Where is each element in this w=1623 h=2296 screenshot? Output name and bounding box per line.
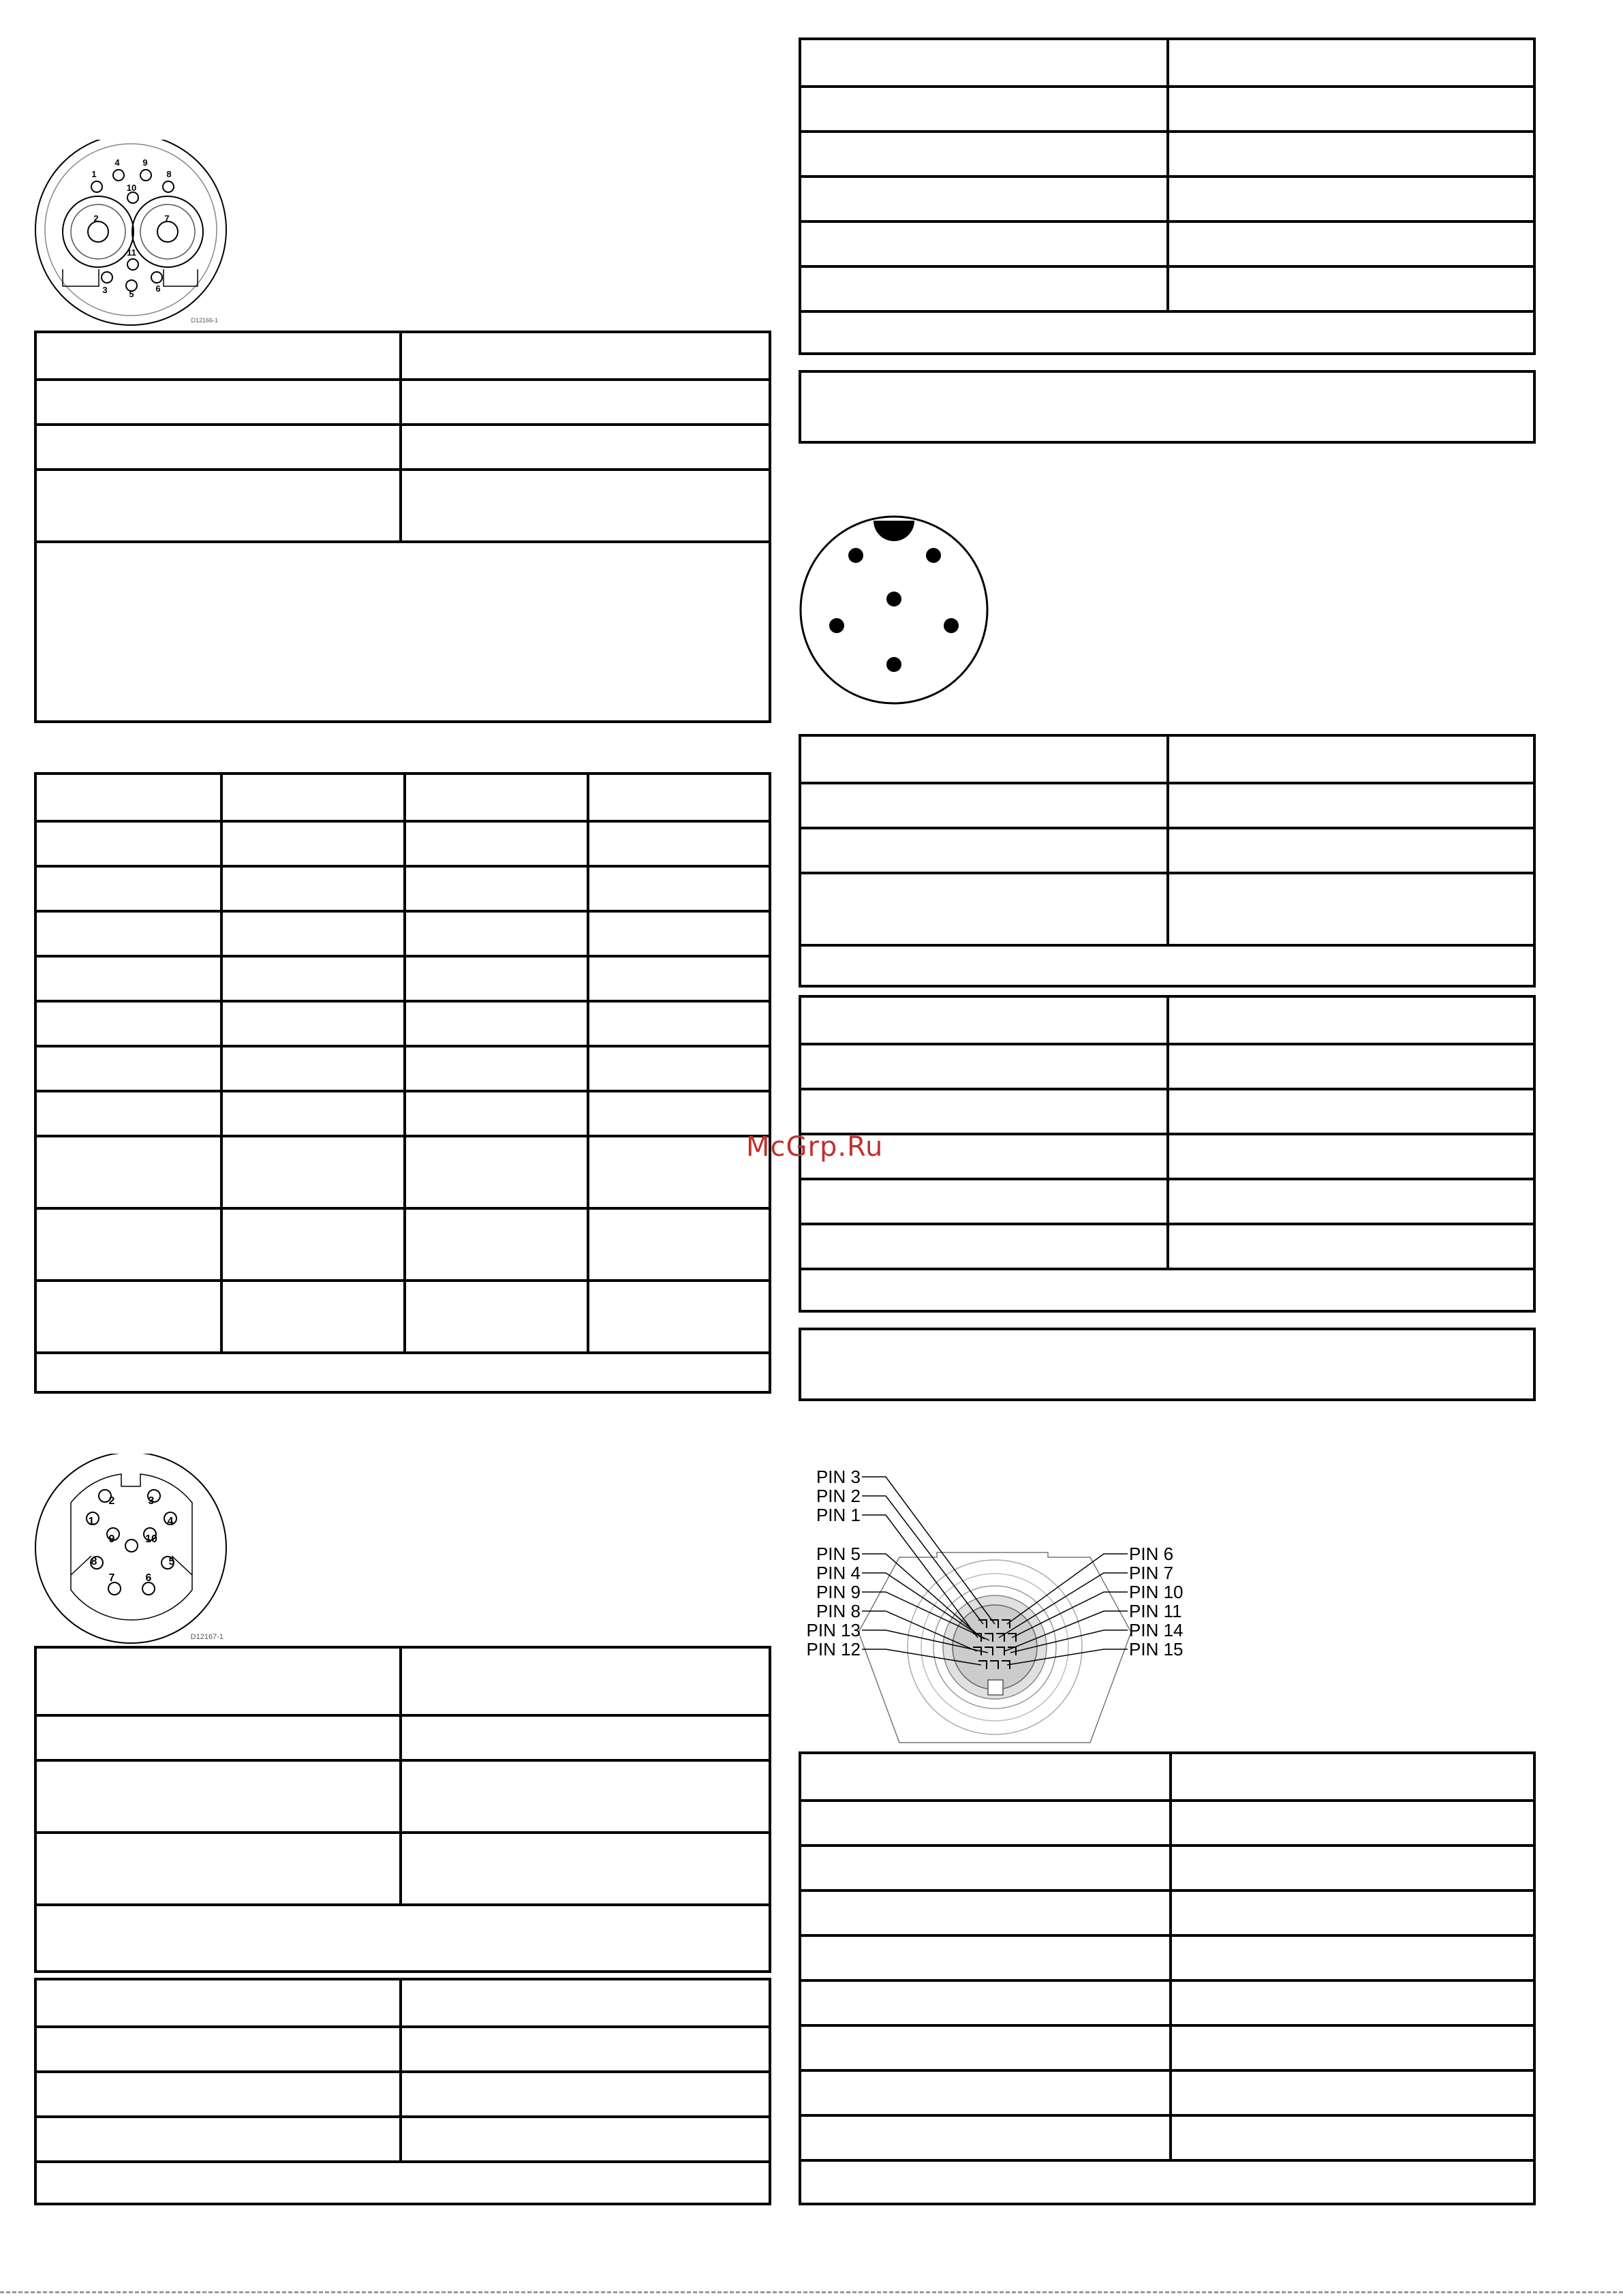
pin-11-label: 11 [127, 247, 136, 258]
pin-3-label: 3 [102, 285, 108, 295]
pin-1-label: 1 [88, 1516, 95, 1527]
pin-1-label: 1 [91, 169, 97, 179]
6-pin-connector-icon [799, 515, 989, 705]
14-pin-connector-icon [34, 1454, 238, 1644]
pin-4-label: 4 [114, 157, 120, 168]
pin-9-callout: PIN 9 [816, 1582, 861, 1602]
pin-8-label: 8 [166, 169, 172, 179]
pin-7-callout: PIN 7 [1129, 1563, 1174, 1583]
pin-5-label: 5 [129, 289, 134, 299]
pin-5-callout: PIN 5 [816, 1544, 861, 1564]
note-box-r1 [799, 370, 1536, 444]
pin-table-l2 [34, 772, 771, 1394]
11-pin-connector-icon [34, 140, 238, 327]
watermark-text: McGrp.Ru [746, 1131, 884, 1163]
pin-11-callout: PIN 11 [1129, 1601, 1182, 1621]
pin-13-callout: PIN 13 [806, 1620, 861, 1640]
pin-8-label: 8 [91, 1556, 97, 1567]
pin-8-callout: PIN 8 [816, 1601, 861, 1621]
pin-table-l3 [34, 1646, 771, 1973]
figure-code: D12166-1 [191, 317, 218, 324]
pin-table-l1 [34, 331, 771, 723]
pin-3-label: 3 [148, 1495, 155, 1507]
pin-4-label: 4 [167, 1516, 174, 1527]
pin-3-callout: PIN 3 [816, 1467, 861, 1487]
15-pin-connector-icon [790, 1462, 1199, 1748]
pin-table-l4 [34, 1978, 771, 2205]
figure-code: D12167-1 [190, 1633, 223, 1641]
pin-4-callout: PIN 4 [816, 1563, 861, 1583]
pin-10-callout: PIN 10 [1129, 1582, 1184, 1602]
pin-table-r3 [799, 995, 1536, 1313]
pin-9-label: 9 [142, 157, 148, 168]
pin-table-r1 [799, 37, 1536, 355]
pin-2-callout: PIN 2 [816, 1486, 861, 1506]
pin-12-callout: PIN 12 [806, 1639, 861, 1659]
pin-6-label: 6 [145, 1572, 152, 1584]
pin-7-label: 7 [164, 213, 170, 224]
pin-table-r2 [799, 734, 1536, 988]
pin-14-callout: PIN 14 [1129, 1620, 1184, 1640]
pin-1-callout: PIN 1 [816, 1505, 861, 1525]
pin-15-callout: PIN 15 [1129, 1639, 1184, 1659]
pin-2-label: 2 [93, 213, 99, 224]
pin-2-label: 2 [108, 1495, 115, 1507]
pin-6-label: 6 [155, 284, 161, 294]
note-box-r2 [799, 1328, 1536, 1401]
pin-5-label: 5 [168, 1556, 175, 1567]
pin-10-label: 10 [126, 183, 137, 193]
pin-7-label: 7 [108, 1572, 115, 1584]
pin-6-callout: PIN 6 [1129, 1544, 1174, 1564]
pin-table-r4 [799, 1751, 1536, 2205]
pin-10-label: 10 [145, 1533, 157, 1545]
page-bottom-rule [0, 2291, 1623, 2293]
pin-9-label: 9 [108, 1533, 115, 1545]
